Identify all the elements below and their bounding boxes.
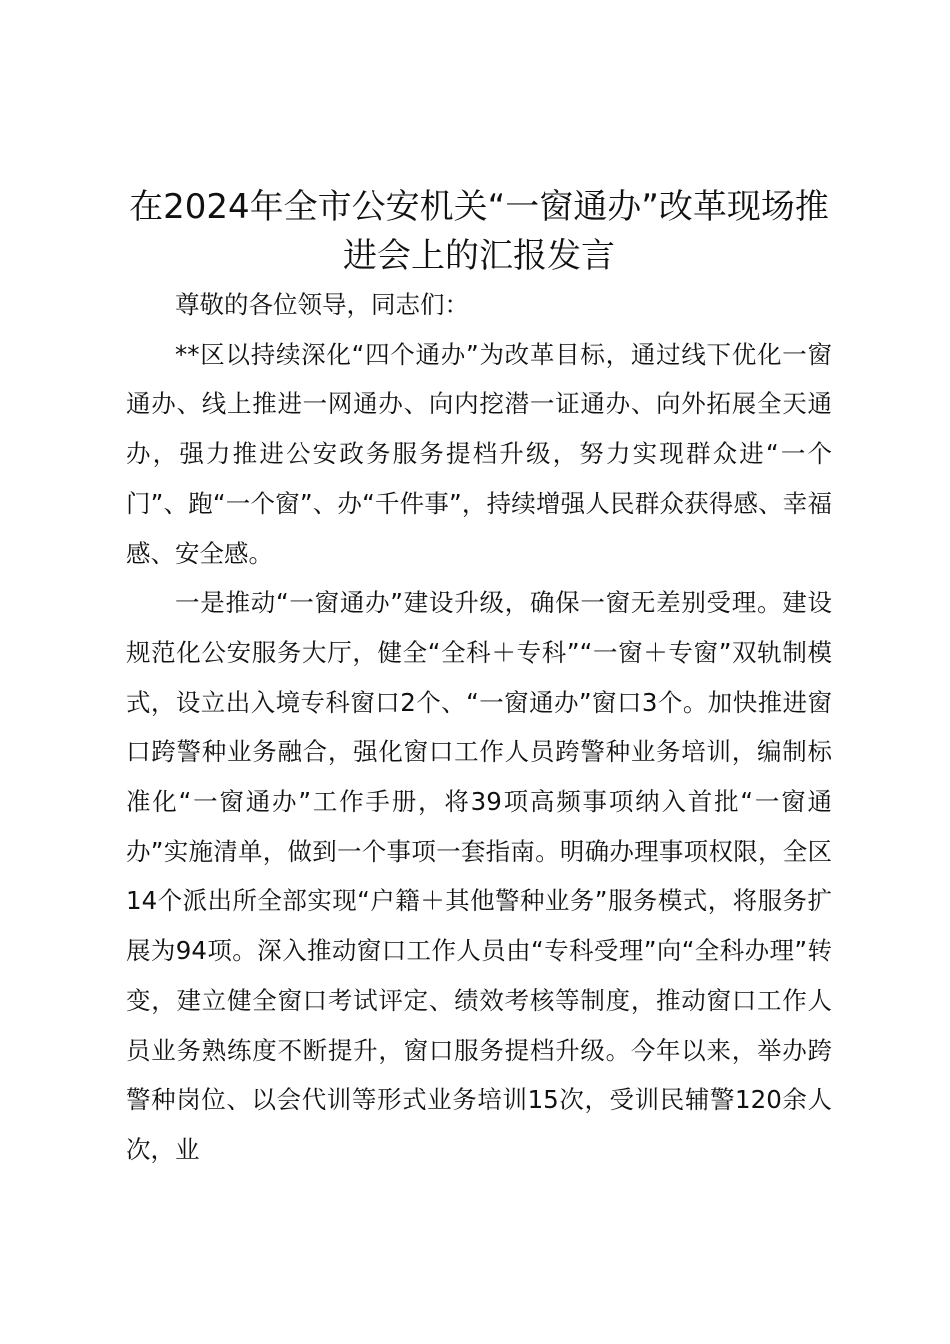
document-title: 在2024年全市公安机关“一窗通办”改革现场推进会上的汇报发言 — [129, 187, 829, 276]
paragraph-section-one: 一是推动“一窗通办”建设升级，确保一窗无差别受理。建设规范化公安服务大厅，健全“全科＋专科”“一窗＋专窗”双轨制模式，设立出入境专科窗口2个、“一窗通办”窗口3个。加快推进窗口跨警种业务融合，强化窗口工作人员跨警种业务培训，编制标准化“一窗通办”工作手册，将39项高频事项纳入首批“一窗通办”实施清单，做到一个事项一套指南。明确办理事项权限，全区14个派出所全部实现“户籍＋其他警种业务”服务模式，将服务扩展为94项。深入推动窗口工作人员由“专科受理”向“全科办理”转变，建立健全窗口考试评定、绩效考核等制度，推动窗口工作人员业务熟练度不断提升，窗口服务提档升级。今年以来，举办跨警种岗位、以会代训等形式业务培训15次，受训民辅警120余人次，业 — [126, 588, 832, 1164]
salutation: 尊敬的各位领导，同志们： — [175, 290, 469, 319]
document-body — [126, 280, 832, 1175]
paragraph-intro: **区以持续深化“四个通办”为改革目标，通过线下优化一窗通办、线上推进一网通办、向内挖潜一证通办、向外拓展全天通办，强力推进公安政务服务提档升级，努力实现群众进“一个门”、跑“一个窗”、办“千件事”，持续增强人民群众获得感、幸福感、安全感。 — [126, 339, 832, 568]
document-page — [126, 0, 832, 1344]
